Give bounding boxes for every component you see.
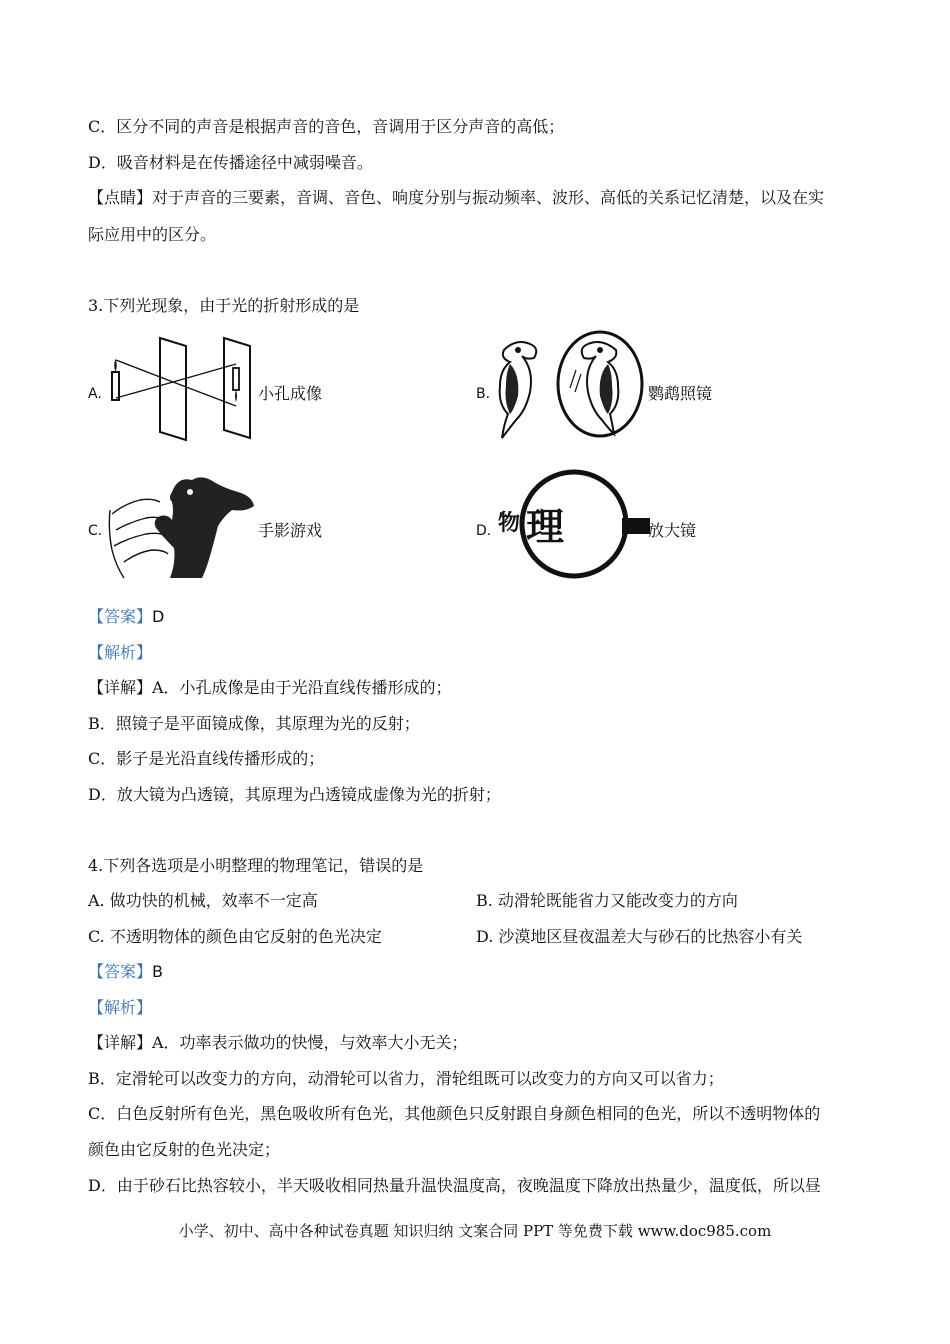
answer-value: D	[152, 607, 165, 626]
option-a-letter: A.	[88, 386, 102, 402]
detail-line: 颜色由它反射的色光决定；	[88, 1140, 281, 1159]
detail-line: B．定滑轮可以改变力的方向，动滑轮可以省力，滑轮组既可以改变力的方向又可以省力；	[88, 1069, 724, 1088]
detail-line: B．照镜子是平面镜成像，其原理为光的反射；	[88, 714, 420, 733]
answer-line	[88, 961, 163, 983]
detail-line: C．白色反射所有色光，黑色吸收所有色光，其他颜色只反射跟自身颜色相同的色光，所以不透明物体的	[88, 1104, 821, 1123]
answer-line	[88, 606, 164, 628]
detail-line: 【详解】A．小孔成像是由于光沿直线传播形成的；	[88, 678, 452, 697]
hand-shadow-image	[106, 470, 258, 580]
option-a: A. 做功快的机械，效率不一定高	[88, 891, 318, 910]
question-3-stem: 3.下列光现象，由于光的折射形成的是	[88, 296, 360, 315]
option-d: D. 沙漠地区昼夜温差大与砂石的比热容小有关	[476, 927, 803, 946]
analysis-tag: 【解析】	[88, 643, 153, 662]
page-footer: 小学、初中、高中各种试卷真题 知识归纳 文案合同 PPT 等免费下载 www.doc985.com	[178, 1222, 772, 1240]
option-d-letter: D.	[476, 523, 492, 539]
option-b-caption: 鹦鹉照镜	[648, 384, 713, 403]
option-c-letter: C.	[88, 523, 103, 539]
option-b-letter: B.	[476, 386, 491, 402]
option-d-caption: 放大镜	[648, 521, 697, 540]
detail-line: 【详解】A．功率表示做功的快慢，与效率大小无关；	[88, 1033, 468, 1052]
text-line: 际应用中的区分。	[88, 225, 217, 244]
magnifier-word-large: 理	[526, 504, 565, 549]
answer-tag: 【答案】	[88, 962, 153, 981]
parrot-mirror-image	[490, 330, 648, 442]
option-b: B. 动滑轮既能省力又能改变力的方向	[476, 891, 738, 910]
text-line: D．吸音材料是在传播途径中减弱噪音。	[88, 153, 373, 172]
analysis-tag: 【解析】	[88, 998, 153, 1017]
detail-line: D．放大镜为凸透镜，其原理为凸透镜成虚像为光的折射；	[88, 785, 501, 804]
magnifier-image	[492, 468, 652, 582]
detail-line: D．由于砂石比热容较小，半天吸收相同热量升温快温度高，夜晚温度下降放出热量少，温度低，所以昼	[88, 1176, 821, 1195]
detail-line: C．影子是光沿直线传播形成的；	[88, 749, 325, 768]
question-4-stem: 4.下列各选项是小明整理的物理笔记，错误的是	[88, 856, 424, 875]
option-a-caption: 小孔成像	[258, 384, 323, 403]
answer-value: B	[152, 962, 163, 981]
magnifier-word-small: 物	[498, 510, 521, 536]
option-c-caption: 手影游戏	[258, 521, 323, 540]
text-line: C．区分不同的声音是根据声音的音色，音调用于区分声音的高低；	[88, 117, 565, 136]
pinhole-image	[106, 332, 258, 444]
text-line: 【点睛】对于声音的三要素，音调、音色、响度分别与振动频率、波形、高低的关系记忆清楚，以及在实	[88, 188, 825, 207]
answer-tag: 【答案】	[88, 607, 153, 626]
option-c: C. 不透明物体的颜色由它反射的色光决定	[88, 927, 382, 946]
